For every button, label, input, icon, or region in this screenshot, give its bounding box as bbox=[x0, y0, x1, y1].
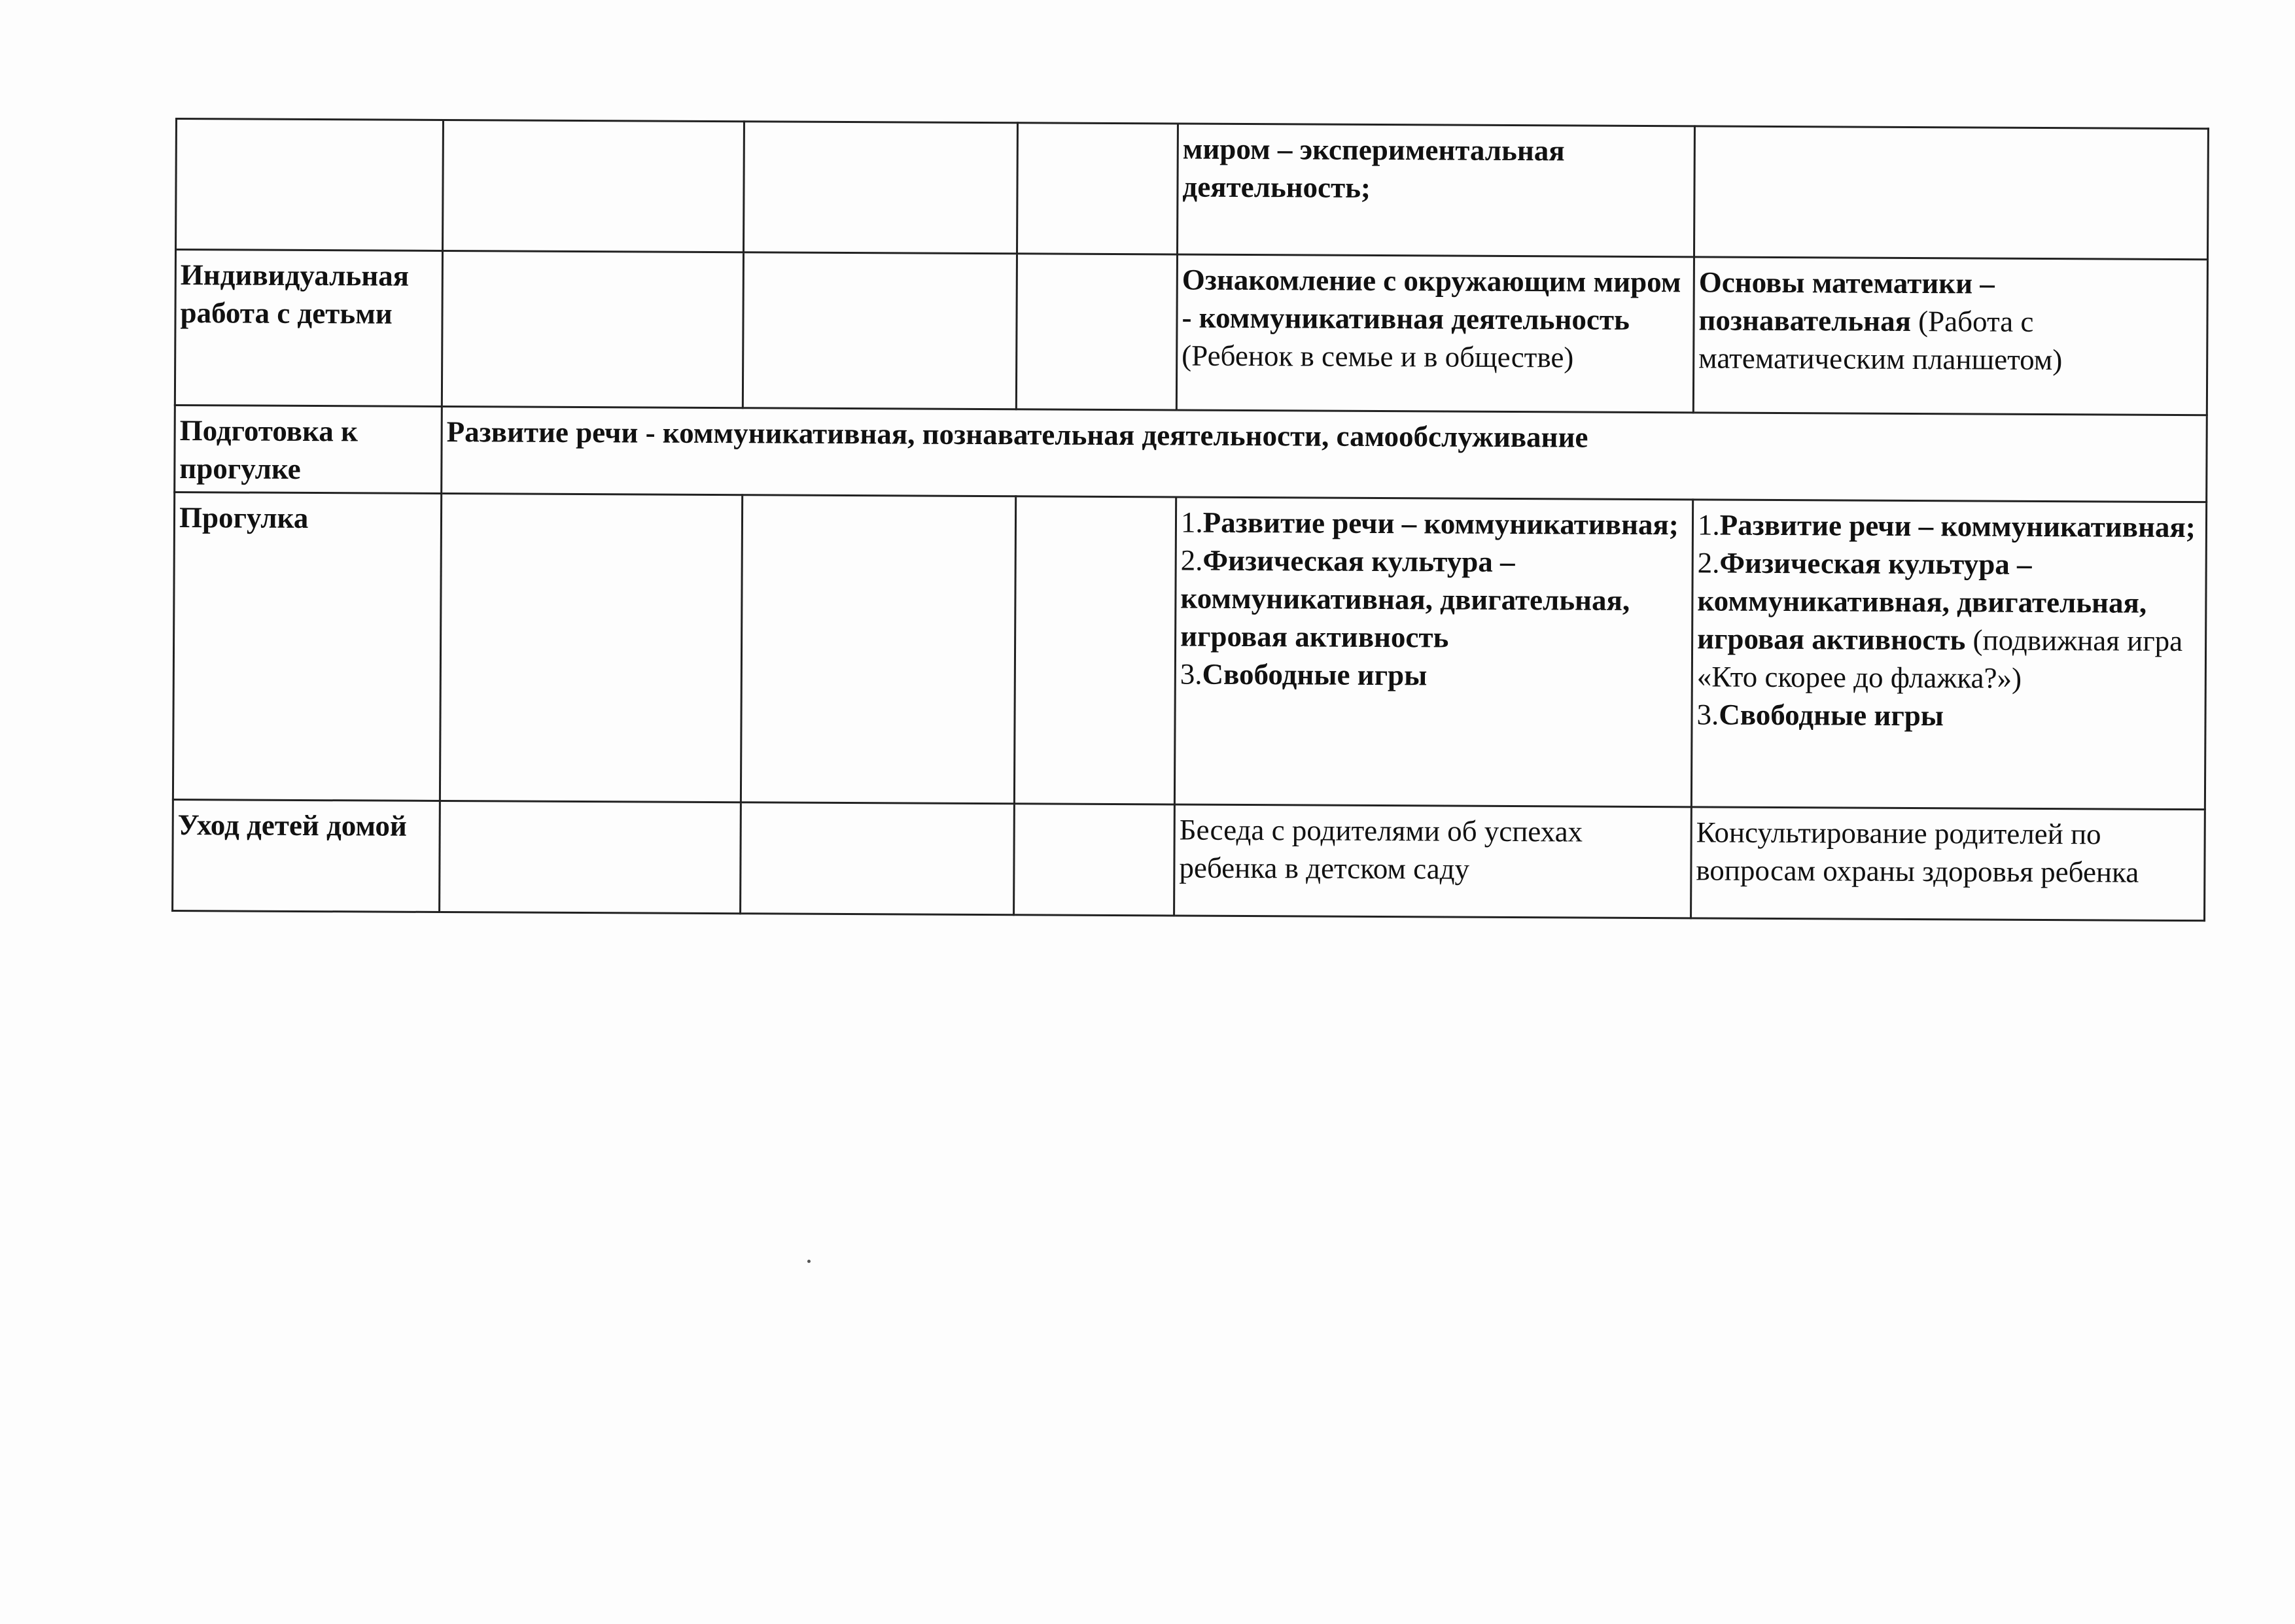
table-row bbox=[176, 119, 2209, 260]
empty-cell bbox=[1014, 804, 1175, 916]
empty-cell bbox=[743, 252, 1017, 409]
table-row bbox=[173, 799, 2205, 920]
text-segment: 1. bbox=[1697, 508, 1720, 542]
bold-text-segment: миром – экспериментальная деятельность; bbox=[1182, 132, 1565, 204]
text-segment: (Ребенок в семье и в обществе) bbox=[1182, 339, 1574, 374]
empty-cell bbox=[1014, 496, 1176, 804]
text-segment: Беседа с родителями об успехах ребенка в детском саду bbox=[1179, 813, 1583, 886]
text-segment: 2. bbox=[1697, 546, 1720, 579]
row-label-cell: Индивидуальная работа с детьми bbox=[175, 250, 442, 407]
bold-text-segment: Развитие речи – коммуникативная; bbox=[1202, 506, 1679, 542]
text-segment: (Работа с математическим планшетом) bbox=[1698, 304, 2063, 377]
spanning-activity-cell: Развитие речи - коммуникативная, познавательная деятельности, самообслуживание bbox=[442, 406, 2207, 502]
text-segment: Консультирование родителей по вопросам охраны здоровья ребенка bbox=[1696, 816, 2139, 889]
text-segment: (подвижная игра «Кто скорее до флажка?») bbox=[1696, 623, 2183, 695]
row-label-cell: Подготовка к прогулке bbox=[175, 406, 442, 494]
empty-cell bbox=[440, 801, 741, 913]
bold-text-segment: Свободные игры bbox=[1719, 698, 1944, 733]
bold-text-segment: Основы математики – познавательная bbox=[1698, 266, 1995, 337]
bold-text-segment: Свободные игры bbox=[1202, 657, 1428, 692]
activity-cell bbox=[1177, 124, 1694, 257]
row-label-cell bbox=[176, 119, 444, 251]
text-segment: 2. bbox=[1180, 544, 1203, 577]
bold-text-segment: Физическая культура – коммуникативная, двигательная, игровая активность bbox=[1697, 546, 2147, 657]
empty-cell bbox=[1017, 123, 1178, 254]
activity-cell bbox=[1174, 497, 1692, 807]
row-label-cell: Уход детей домой bbox=[173, 799, 440, 912]
table-row bbox=[175, 406, 2207, 502]
bold-text-segment: Развитие речи – коммуникативная; bbox=[1719, 508, 2196, 544]
bold-text-segment: Физическая культура – коммуникативная, двигательная, игровая активность bbox=[1180, 544, 1630, 654]
empty-cell bbox=[741, 803, 1015, 915]
scan-speck bbox=[807, 1260, 811, 1263]
text-segment: 1. bbox=[1180, 506, 1203, 539]
text-segment: 3. bbox=[1696, 698, 1719, 731]
row-label-cell: Прогулка bbox=[173, 492, 441, 801]
table-row bbox=[173, 492, 2206, 810]
activity-cell bbox=[1691, 500, 2206, 810]
text-segment: 3. bbox=[1180, 657, 1202, 691]
bold-text-segment: Ознакомление с окружающим миром - коммуникативная деятельность bbox=[1182, 263, 1681, 336]
activity-cell bbox=[1691, 807, 2205, 921]
empty-cell bbox=[741, 495, 1015, 804]
daily-plan-table bbox=[171, 118, 2209, 922]
empty-cell bbox=[440, 493, 742, 802]
activity-cell bbox=[1174, 804, 1692, 918]
activity-cell bbox=[1176, 254, 1694, 413]
activity-cell bbox=[1693, 257, 2207, 415]
empty-cell bbox=[442, 251, 743, 407]
empty-cell bbox=[744, 122, 1018, 254]
activity-cell bbox=[1694, 126, 2208, 260]
table-row bbox=[175, 250, 2207, 415]
empty-cell bbox=[1016, 254, 1177, 410]
empty-cell bbox=[443, 120, 745, 252]
